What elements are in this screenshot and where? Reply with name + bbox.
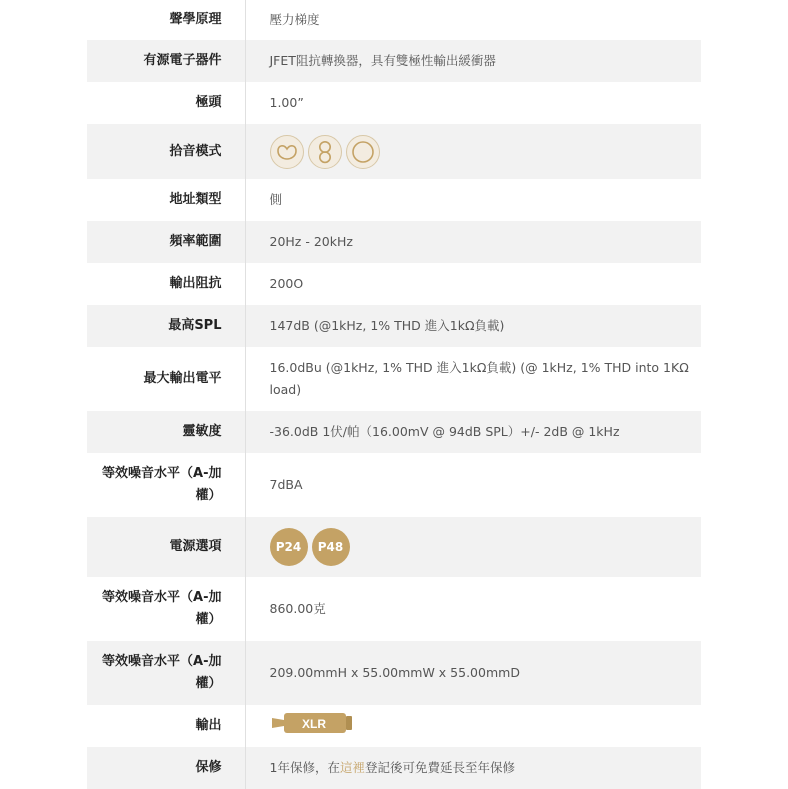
spec-row bbox=[87, 263, 701, 305]
spec-row bbox=[87, 577, 701, 641]
spec-label: 等效噪音水平（A-加權） bbox=[87, 453, 245, 517]
spec-table bbox=[87, 0, 701, 789]
spec-label: 輸出阻抗 bbox=[87, 263, 245, 305]
spec-label: 有源電子器件 bbox=[87, 40, 245, 82]
p48-badge: P48 bbox=[312, 528, 350, 566]
polar-pattern-icons bbox=[270, 135, 694, 169]
spec-label: 極頭 bbox=[87, 82, 245, 124]
spec-label: 最大輸出電平 bbox=[87, 347, 245, 411]
spec-label: 輸出 bbox=[87, 705, 245, 747]
spec-row bbox=[87, 221, 701, 263]
power-option-badges bbox=[270, 528, 694, 566]
xlr-label: XLR bbox=[301, 716, 326, 731]
spec-label: 聲學原理 bbox=[87, 0, 245, 40]
spec-value bbox=[245, 747, 701, 789]
spec-label: 靈敏度 bbox=[87, 411, 245, 453]
spec-label: 最高SPL bbox=[87, 305, 245, 347]
spec-value: 20Hz - 20kHz bbox=[269, 234, 353, 249]
spec-row bbox=[87, 347, 701, 411]
spec-row bbox=[87, 747, 701, 789]
spec-row bbox=[87, 305, 701, 347]
spec-value: -36.0dB 1伏/帕（16.00mV @ 94dB SPL）+/- 2dB @ 1kHz bbox=[269, 424, 620, 439]
spec-row bbox=[87, 124, 701, 179]
spec-label: 拾音模式 bbox=[87, 124, 245, 179]
spec-value: 209.00mmH x 55.00mmW x 55.00mmD bbox=[269, 665, 520, 680]
omni-pattern-icon bbox=[346, 135, 380, 169]
figure-eight-pattern-icon bbox=[308, 135, 342, 169]
spec-row bbox=[87, 453, 701, 517]
spec-row bbox=[87, 517, 701, 577]
spec-row bbox=[87, 179, 701, 221]
cardioid-pattern-icon bbox=[270, 135, 304, 169]
spec-row bbox=[87, 641, 701, 705]
spec-value: JFET阻抗轉換器，具有雙極性輸出緩衝器 bbox=[269, 53, 496, 68]
spec-value: 860.00克 bbox=[269, 601, 326, 616]
spec-label: 保修 bbox=[87, 747, 245, 789]
spec-value: 側 bbox=[269, 192, 283, 207]
spec-value: 147dB (@1kHz, 1% THD 進入1kΩ負載) bbox=[269, 318, 505, 333]
spec-value: 16.0dBu (@1kHz, 1% THD 進入1kΩ負載) (@ 1kHz, 1% THD into 1KΩ load) bbox=[269, 360, 689, 397]
spec-label: 等效噪音水平（A-加權） bbox=[87, 641, 245, 705]
spec-value: 200O bbox=[269, 276, 304, 291]
xlr-connector-icon bbox=[270, 710, 354, 736]
warranty-text-start: 1年保修，在 bbox=[269, 760, 340, 775]
spec-label: 電源選項 bbox=[87, 517, 245, 577]
spec-value: 壓力梯度 bbox=[269, 12, 320, 27]
spec-label: 頻率範圍 bbox=[87, 221, 245, 263]
spec-value: 7dBA bbox=[269, 477, 303, 492]
warranty-text-end: 登記後可免費延長至年保修 bbox=[364, 760, 515, 775]
spec-label: 等效噪音水平（A-加權） bbox=[87, 577, 245, 641]
spec-row bbox=[87, 82, 701, 124]
spec-value: 1.00” bbox=[269, 95, 304, 110]
p24-badge: P24 bbox=[270, 528, 308, 566]
spec-row bbox=[87, 705, 701, 747]
registration-link[interactable]: 這裡 bbox=[339, 760, 365, 775]
spec-row bbox=[87, 40, 701, 82]
spec-row bbox=[87, 411, 701, 453]
spec-row bbox=[87, 0, 701, 40]
spec-label: 地址類型 bbox=[87, 179, 245, 221]
